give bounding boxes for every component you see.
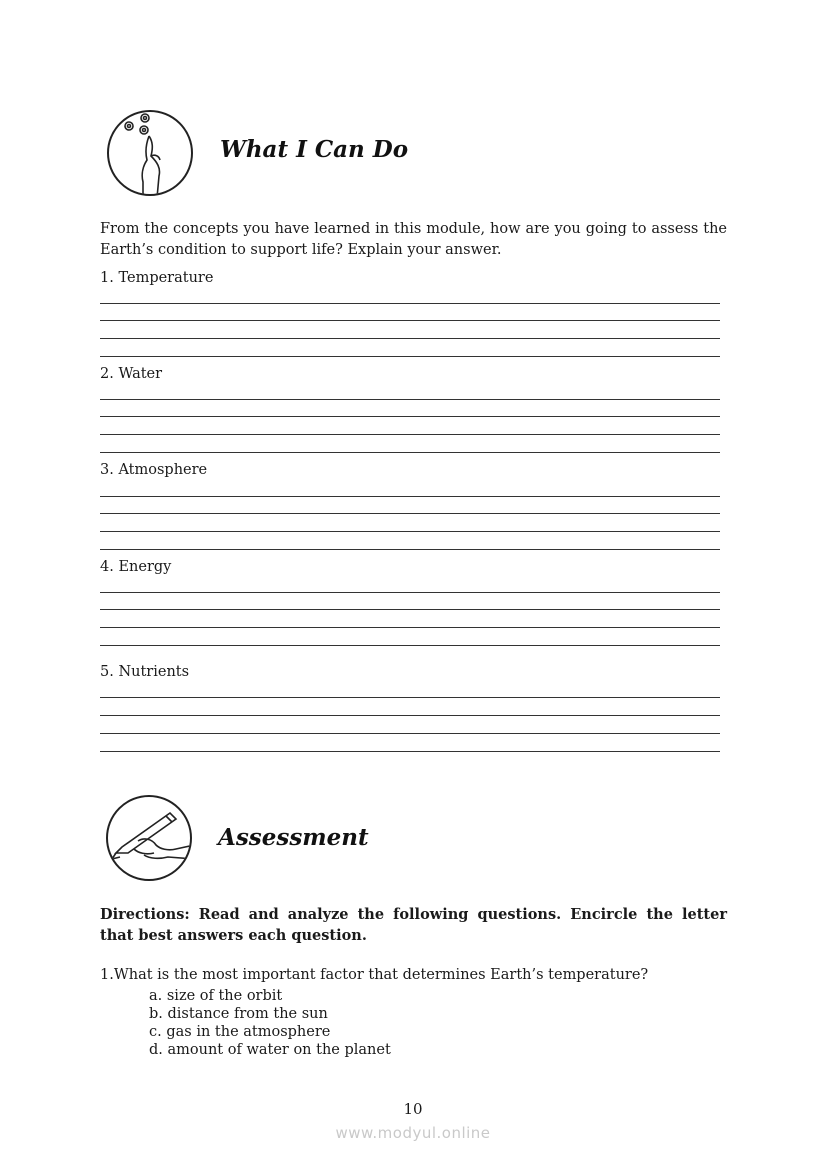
item-label-nutrients: 5. Nutrients: [100, 664, 190, 680]
item-label-water: 2. Water: [100, 366, 163, 382]
choice-a[interactable]: a. size of the orbit: [149, 988, 283, 1004]
item-label-temperature: 1. Temperature: [100, 270, 214, 286]
answer-line[interactable]: [100, 303, 720, 304]
directions-text: Directions: Read and analyze the following questions. Encircle the letter that best answers each question.: [100, 906, 727, 944]
choice-d[interactable]: d. amount of water on the planet: [149, 1042, 391, 1058]
answer-line[interactable]: [100, 513, 720, 514]
answer-line[interactable]: [100, 531, 720, 532]
answer-line[interactable]: [100, 338, 720, 339]
answer-line[interactable]: [100, 416, 720, 417]
answer-line[interactable]: [100, 434, 720, 435]
intro-paragraph: From the concepts you have learned in this module, how are you going to assess the Earth’s condition to support life? Explain your answer.: [100, 221, 727, 258]
answer-line[interactable]: [100, 733, 720, 734]
item-label-atmosphere: 3. Atmosphere: [100, 462, 208, 478]
choice-c[interactable]: c. gas in the atmosphere: [149, 1024, 331, 1040]
section-title-what-i-can-do: What I Can Do: [220, 136, 409, 163]
answer-line[interactable]: [100, 549, 720, 550]
answer-line[interactable]: [100, 697, 720, 698]
answer-line[interactable]: [100, 452, 720, 453]
watermark: www.modyul.online: [335, 1124, 491, 1142]
answer-line[interactable]: [100, 627, 720, 628]
hand-writing-pencil-icon: [106, 795, 192, 881]
answer-line[interactable]: [100, 645, 720, 646]
choice-b[interactable]: b. distance from the sun: [149, 1006, 328, 1022]
answer-line[interactable]: [100, 609, 720, 610]
answer-line[interactable]: [100, 592, 720, 593]
page-number: 10: [403, 1100, 423, 1118]
question-1-text: 1.What is the most important factor that determines Earth’s temperature?: [100, 967, 649, 983]
answer-line[interactable]: [100, 496, 720, 497]
section-title-assessment: Assessment: [218, 824, 369, 851]
answer-line[interactable]: [100, 715, 720, 716]
answer-line[interactable]: [100, 356, 720, 357]
answer-line[interactable]: [100, 399, 720, 400]
item-label-energy: 4. Energy: [100, 559, 172, 575]
hand-with-gears-icon: [107, 110, 193, 196]
answer-line[interactable]: [100, 751, 720, 752]
answer-line[interactable]: [100, 320, 720, 321]
